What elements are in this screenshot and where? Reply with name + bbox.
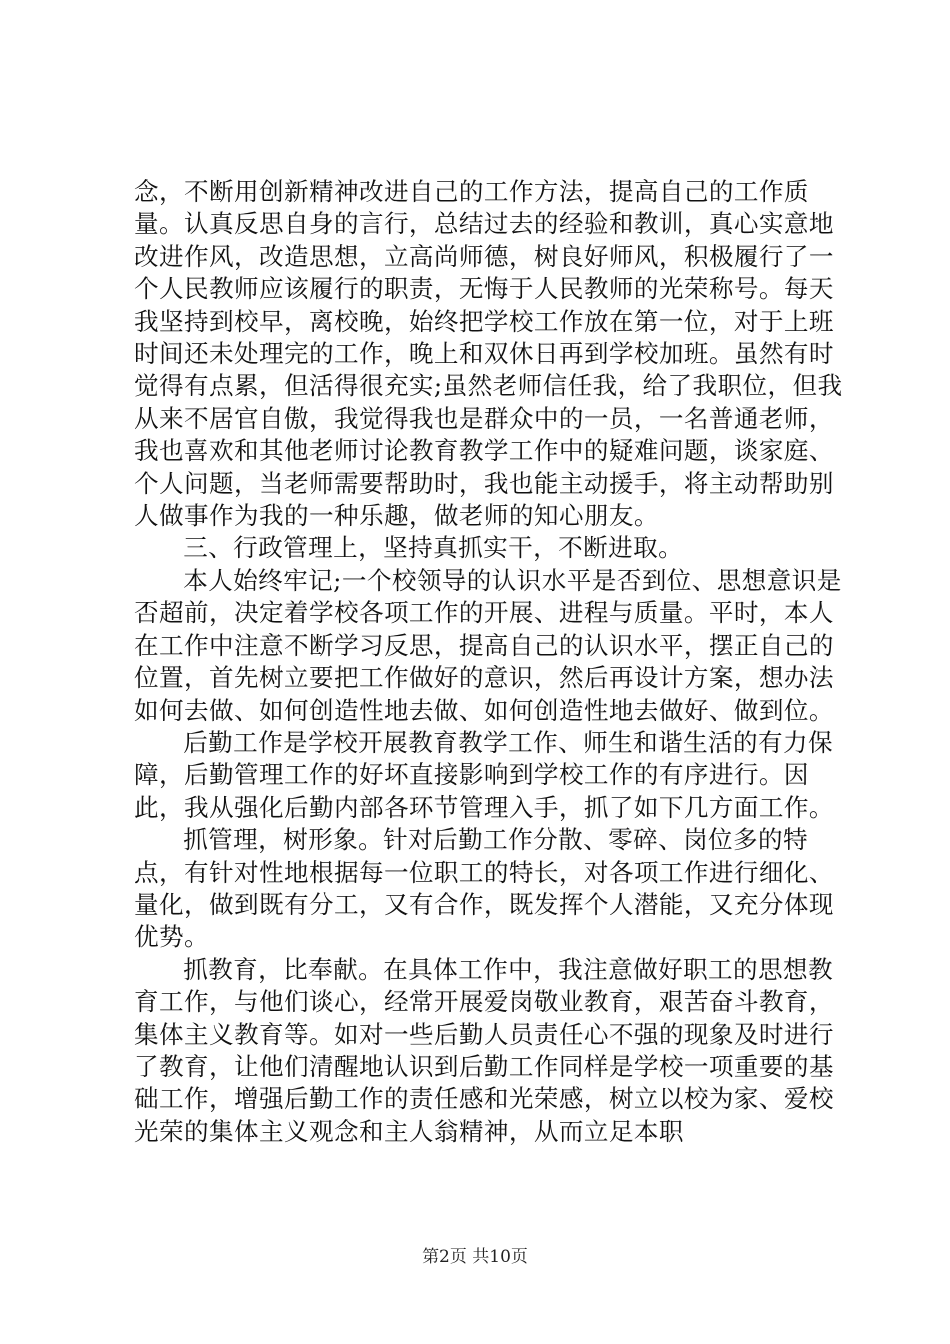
paragraph-4: 后勤工作是学校开展教育教学工作、师生和谐生活的有力保障，后勤管理工作的好坏直接影响到学校工作的有序进行。因此，我从强化后勤内部各环节管理入手，抓了如下几方面工作。 xyxy=(134,727,834,822)
paragraph-3: 本人始终牢记;一个校领导的认识水平是否到位、思想意识是否超前，决定着学校各项工作的开展、进程与质量。平时，本人在工作中注意不断学习反思，提高自己的认识水平，摆正自己的位置，首先树立要把工作做好的意识，然后再设计方案，想办法如何去做、如何创造性地去做、如何创造性地去做好、做到位。 xyxy=(134,565,842,725)
paragraph-5: 抓管理，树形象。针对后勤工作分散、零碎、岗位多的特点，有针对性地根据每一位职工的特长，对各项工作进行细化、量化，做到既有分工，又有合作，既发挥个人潜能，又充分体现优势。 xyxy=(134,825,834,952)
paragraph-2-section-heading: 三、行政管理上，坚持真抓实干，不断进取。 xyxy=(183,533,684,563)
page-number-footer: 第2页 共10页 xyxy=(422,1247,528,1267)
paragraph-6: 抓教育，比奉献。在具体工作中，我注意做好职工的思想教育工作，与他们谈心，经常开展爱岗敬业教育，艰苦奋斗教育，集体主义教育等。如对一些后勤人员责任心不强的现象及时进行了教育，让他们清醒地认识到后勤工作同样是学校一项重要的基础工作，增强后勤工作的责任感和光荣感，树立以校为家、爱校光荣的集体主义观念和主人翁精神，从而立足本职 xyxy=(134,954,834,1146)
paragraph-1: 念，不断用创新精神改进自己的工作方法，提高自己的工作质量。认真反思自身的言行，总结过去的经验和教训，真心实意地改进作风，改造思想，立高尚师德，树良好师风，积极履行了一个人民教师应该履行的职责，无悔于人民教师的光荣称号。每天我坚持到校早，离校晚，始终把学校工作放在第一位，对于上班时间还未处理完的工作，晚上和双休日再到学校加班。虽然有时觉得有点累，但活得很充实;虽然老师信任我，给了我职位，但我从来不居官自傲，我觉得我也是群众中的一员，一名普通老师，我也喜欢和其他老师讨论教育教学工作中的疑难问题，谈家庭、个人问题，当老师需要帮助时，我也能主动援手，将主动帮助别人做事作为我的一种乐趣，做老师的知心朋友。 xyxy=(134,177,843,531)
document-body xyxy=(134,176,850,1148)
